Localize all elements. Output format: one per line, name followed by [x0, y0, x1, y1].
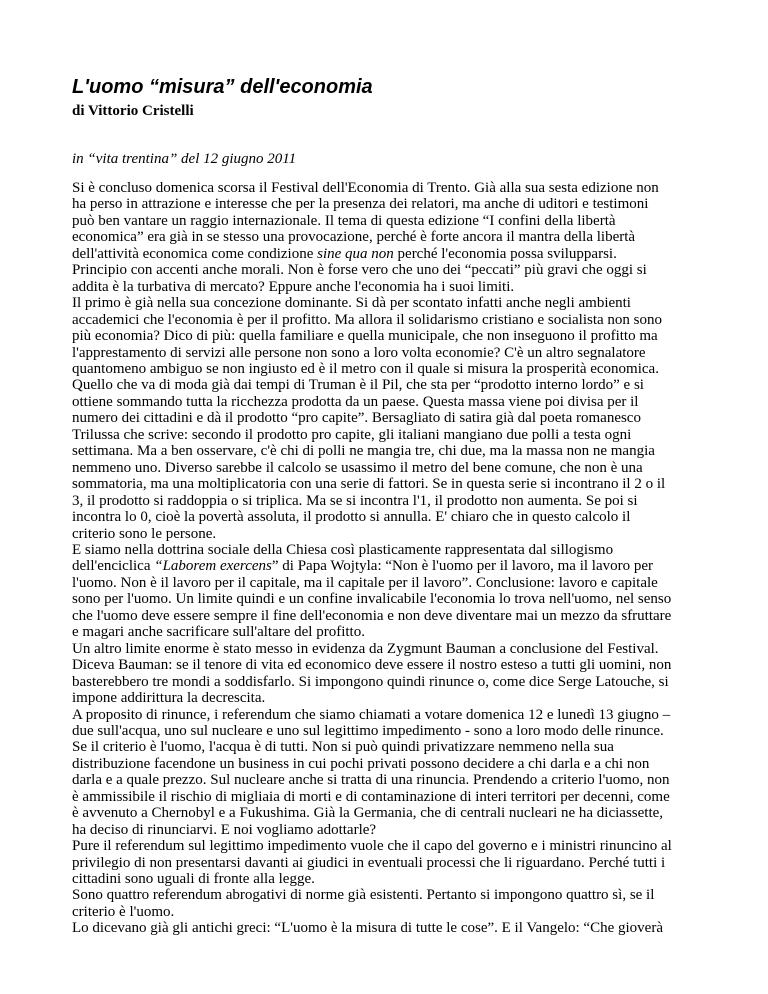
paragraph — [72, 707, 720, 839]
body-line: criterio sono le persone. — [72, 525, 217, 542]
article-body — [72, 180, 720, 937]
body-line: darla e a quale prezzo. Sul nucleare anche si tratta di una rinuncia. Prendendo a criterio l'uomo, non — [72, 772, 670, 789]
body-line: privilegio di non presentarsi davanti ai giudici in eventuali processi che li riguardano. Perché tutti i — [72, 854, 666, 871]
paragraph — [72, 542, 720, 641]
body-line: E siamo nella dottrina sociale della Chiesa così plasticamente rappresentata dal sillogismo — [72, 541, 614, 558]
body-line: dell'attività economica come condizione sine qua non perché l'economia possa svilupparsi. — [72, 245, 617, 262]
body-line: sommatoria, ma una moltiplicatoria con una serie di fattori. Se in questa serie si incontrano il 2 o il — [72, 476, 666, 493]
body-line: che l'uomo deve essere sempre il fine dell'economia e non deve diventare mai un mezzo da sfruttare — [72, 607, 672, 624]
body-line: ha deciso di rinunciarvi. E noi vogliamo adottarle? — [72, 821, 377, 838]
body-line: Si è concluso domenica scorsa il Festival dell'Economia di Trento. Già alla sua sesta edizione non — [72, 180, 659, 196]
body-line: incontra lo 0, cioè la povertà assoluta, il prodotto si annulla. E' chiaro che in questo calcolo il — [72, 509, 631, 526]
body-line: può ben vantare un raggio internazionale. Il tema di questa edizione “I confini della libertà — [72, 212, 616, 229]
article-byline: di Vittorio Cristelli — [72, 103, 194, 119]
body-line: quantomeno ambiguo se non ingiusto ed è il metro con il quale si misura la prosperità economica. — [72, 360, 659, 377]
body-line: Trilussa che scrive: secondo il prodotto pro capite, gli italiani mangiano due polli a testa ogni — [72, 426, 632, 443]
body-line: 3, il prodotto si raddoppia o si triplica. Ma se si incontra l'1, il prodotto non aumenta. Se poi si — [72, 492, 638, 509]
body-line: ha perso in attrazione e interesse che per la presenza dei relatori, ma anche di uditori e testimoni — [72, 196, 649, 213]
body-line: Il primo è già nella sua concezione dominante. Si dà per scontato infatti anche negli ambienti — [72, 295, 631, 312]
paragraph — [72, 295, 720, 542]
body-line: Diceva Bauman: se il tenore di vita ed economico deve essere il nostro esteso a tutti gli uomini, non — [72, 657, 672, 674]
body-line: ottiene sommando tutta la ricchezza prodotta da un paese. Questa massa viene poi divisa per il — [72, 393, 639, 410]
body-line: accademici che l'economia è per il profitto. Ma allora il solidarismo cristiano e socialista non sono — [72, 311, 663, 328]
body-line: Quello che va di moda già dai tempi di Truman è il Pil, che sta per “prodotto interno lordo” e si — [72, 377, 644, 394]
paragraph — [72, 838, 720, 887]
paragraph — [72, 641, 720, 707]
paragraph — [72, 920, 720, 936]
body-line: Sono quattro referendum abrogativi di norme già esistenti. Pertanto si impongono quattro sì, se il — [72, 887, 655, 904]
body-line: due sull'acqua, uno sul nucleare e uno sul legittimo impedimento - sono a loro modo delle rinunce. — [72, 722, 664, 739]
body-line: dell'enciclica “Laborem exercens” di Papa Wojtyla: “Non è l'uomo per il lavoro, ma il lavoro per — [72, 558, 653, 575]
body-line: Pure il referendum sul legittimo impedimento vuole che il capo del governo e i ministri rinuncino al — [72, 838, 672, 855]
body-line: economica” era già in se stesso una provocazione, perché è forte ancora il mantra della libertà — [72, 229, 636, 246]
body-line: è ammissibile il rischio di migliaia di morti e di contaminazione di interi territori per decenni, come — [72, 788, 670, 805]
body-line: l'uomo. Non è il lavoro per il capitale, ma il capitale per il lavoro”. Conclusione: lavoro e capitale — [72, 574, 658, 591]
body-line: Un altro limite enorme è stato messo in evidenza da Zygmunt Bauman a conclusione del Festival. — [72, 640, 659, 657]
body-line: criterio è l'uomo. — [72, 903, 175, 920]
body-line: sono per l'uomo. Un limite quindi e un confine invalicabile l'economia lo trova nell'uomo, nel senso — [72, 591, 672, 608]
article-source-line: in “vita trentina” del 12 giugno 2011 — [72, 151, 297, 167]
paragraph — [72, 887, 720, 920]
paragraph — [72, 180, 720, 295]
body-line: A proposito di rinunce, i referendum che siamo chiamati a votare domenica 12 e lunedì 13 giugno – — [72, 706, 671, 723]
body-line: numero dei cittadini e dà il prodotto “pro capite”. Bersagliato di satira già dal poeta romanesco — [72, 410, 641, 427]
body-line: Principio con accenti anche morali. Non è forse vero che uno dei “peccati” più gravi che oggi si — [72, 262, 647, 279]
body-line: cittadini sono uguali di fronte alla legge. — [72, 871, 315, 888]
body-line: Se il criterio è l'uomo, l'acqua è di tutti. Non si può quindi privatizzare nemmeno nella sua — [72, 739, 614, 756]
body-line: settimana. Ma a ben osservare, c'è chi di polli ne mangia tre, chi due, ma la massa non ne mangia — [72, 443, 655, 460]
body-line: addita è la turbativa di mercato? Eppure anche l'economia ha i suoi limiti. — [72, 278, 515, 295]
body-line: Lo dicevano già gli antichi greci: “L'uomo è la misura di tutte le cose”. E il Vangelo: “Che gioverà — [72, 920, 663, 937]
body-line: distribuzione facendone un business in cui pochi privati possono decidere a chi darla e a chi non — [72, 755, 650, 772]
body-line: e magari anche sacrificare sull'altare del profitto. — [72, 624, 365, 641]
body-line: basterebbero tre mondi a soddisfarlo. Si impongono quindi rinunce o, come dice Serge Latouche, si — [72, 673, 669, 690]
body-line: l'apprestamento di servizi alle persone non sono a loro volta economie? C'è un altro segnalatore — [72, 344, 646, 361]
article-title: L'uomo “misura” dell'economia — [72, 76, 373, 98]
body-line: è avvenuto a Chernobyl e a Fukushima. Già la Germania, che di centrali nucleari ne ha diciassette, — [72, 805, 664, 822]
body-line: più economia? Dico di più: quella familiare e quella municipale, che non inseguono il profitto ma — [72, 328, 658, 345]
body-line: impone addirittura la decrescita. — [72, 690, 266, 707]
body-line: nemmeno uno. Diverso sarebbe il calcolo se usassimo il metro del bene comune, che non è una — [72, 459, 643, 476]
